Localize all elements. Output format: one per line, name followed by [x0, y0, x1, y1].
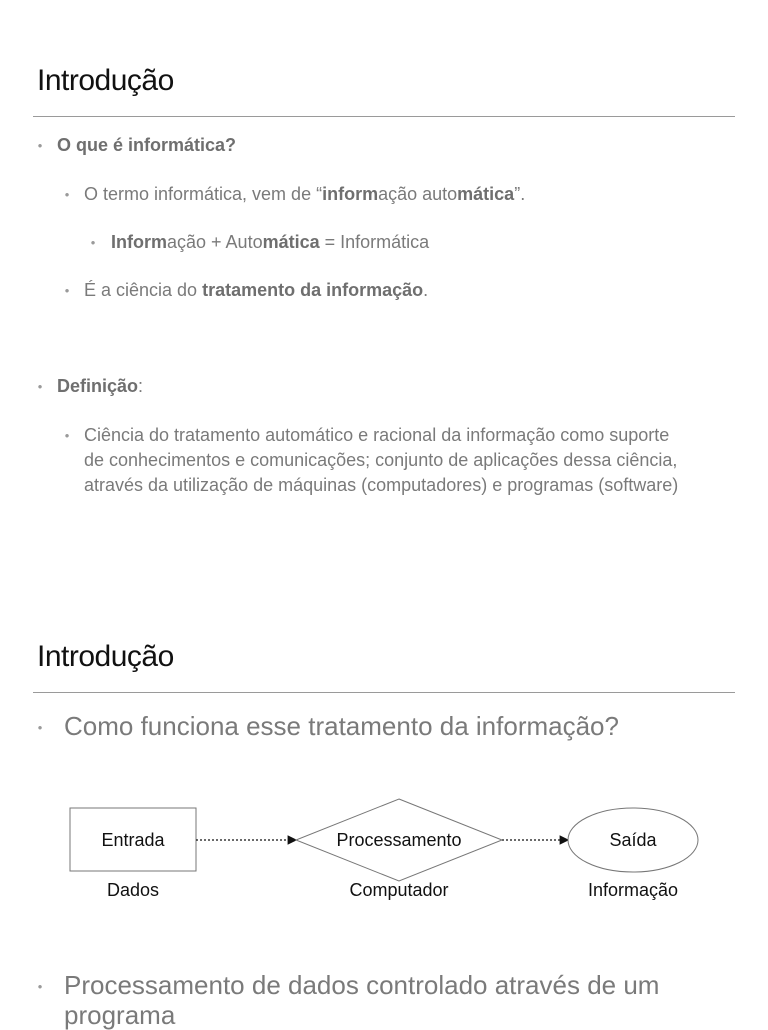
informacao-caption: Informação — [587, 880, 679, 900]
term-text: ação auto — [378, 184, 458, 204]
term-text: ”. — [514, 184, 526, 204]
flow-diagram — [0, 576, 768, 1024]
term-bold: inform — [322, 184, 379, 204]
science-text: . — [423, 280, 429, 300]
science-bold: tratamento da informação — [202, 280, 424, 300]
processamento-label: Processamento — [336, 830, 462, 850]
program-line: Processamento de dados controlado através de um — [64, 970, 660, 1000]
program-controlled-text — [64, 970, 659, 1030]
saida-label: Saída — [609, 830, 657, 850]
science-text: É a ciência do — [84, 280, 203, 300]
dados-caption: Dados — [106, 880, 160, 900]
bullet-dot: • — [37, 720, 43, 735]
formula-text: ação + Auto — [167, 232, 263, 252]
slide-2-title: Introdução — [37, 640, 174, 673]
computador-caption: Computador — [349, 880, 449, 900]
bullet-dot: • — [64, 283, 70, 298]
program-line: programa — [64, 1000, 176, 1030]
question-label: O que é informática? — [57, 135, 237, 155]
bullet-dot: • — [90, 235, 96, 250]
slide-1-title: Introdução — [37, 64, 174, 97]
how-it-works-text: Como funciona esse tratamento da informação? — [64, 711, 619, 741]
bullet-dot: • — [64, 428, 70, 443]
bullet-dot: • — [64, 187, 70, 202]
term-text: O termo informática, vem de “ — [84, 184, 323, 204]
formula-bold: Inform — [111, 232, 167, 252]
bullet-dot: • — [37, 379, 43, 394]
title-divider — [33, 116, 735, 117]
slide-2 — [0, 576, 768, 1030]
definition-line: através da utilização de máquinas (computadores) e programas (software) — [84, 475, 679, 495]
definition-line: de conhecimentos e comunicações; conjunto de aplicações dessa ciência, — [84, 450, 678, 470]
bullet-dot: • — [37, 979, 43, 994]
definition-label: Definição — [57, 376, 139, 396]
entrada-label: Entrada — [101, 830, 165, 850]
definition-paragraph — [84, 423, 678, 498]
term-bold: mática — [457, 184, 515, 204]
formula-text: = Informática — [319, 232, 430, 252]
bullet-dot: • — [37, 138, 43, 153]
definition-line: Ciência do tratamento automático e racional da informação como suporte — [84, 425, 670, 445]
definition-colon: : — [138, 376, 144, 396]
formula-bold: mática — [262, 232, 320, 252]
